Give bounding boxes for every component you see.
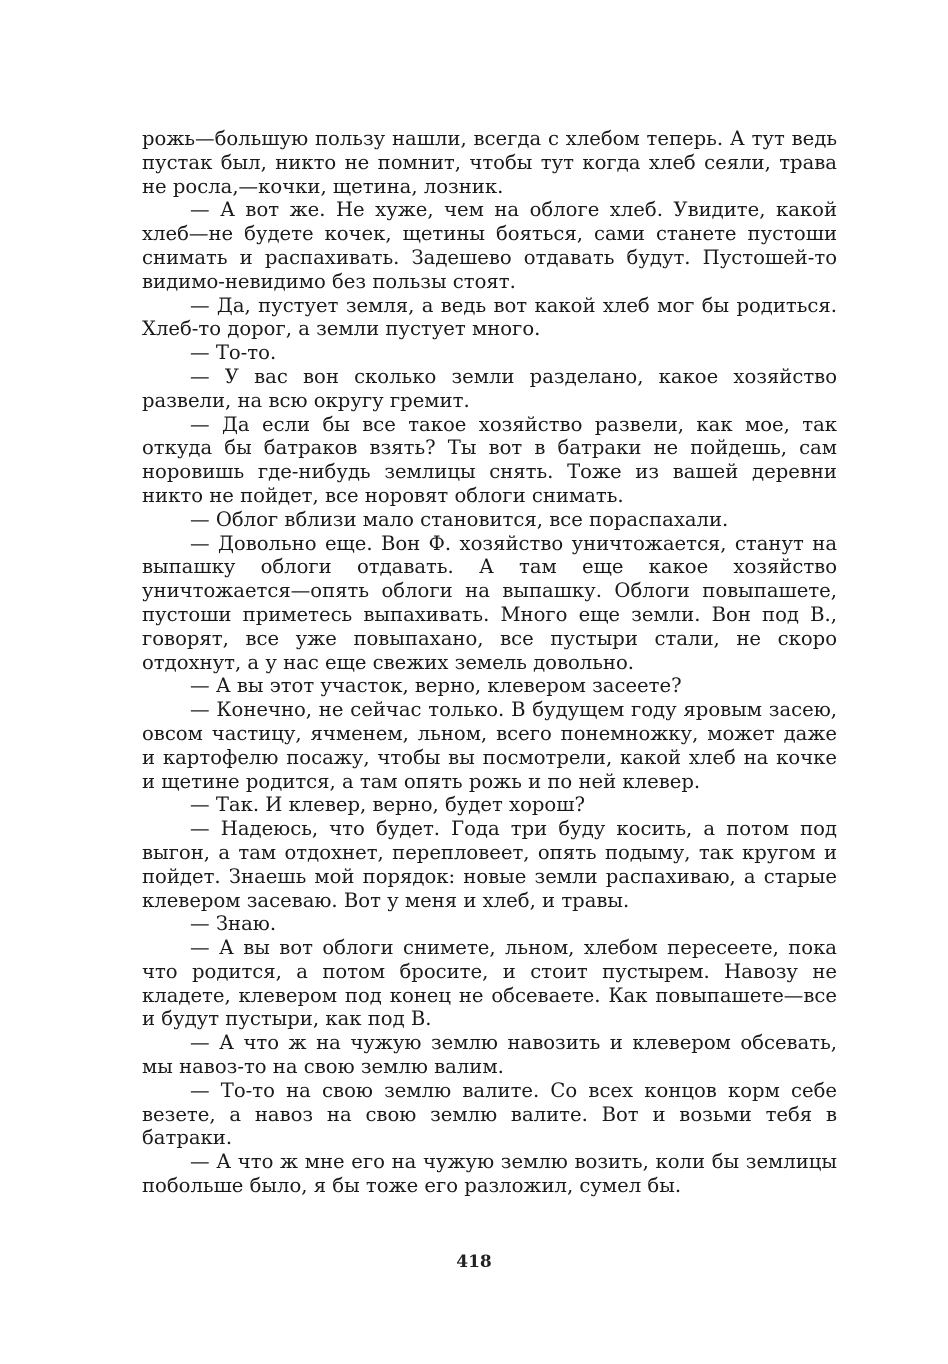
paragraph: — Надеюсь, что будет. Года три буду косить, а потом под выгон, а там отдохнет, перепловеет, опять подыму, так кругом и пойдет. Знаешь мой порядок: новые земли распахиваю, а старые клевером засеваю. Вот у меня и хлеб, и травы. xyxy=(142,817,837,912)
paragraph: — То-то. xyxy=(190,341,277,365)
paragraph: — Так. И клевер, верно, будет хорош? xyxy=(190,793,585,817)
page-number: 418 xyxy=(456,1252,492,1272)
paragraph: — Облог вблизи мало становится, все пораспахали. xyxy=(190,507,729,531)
paragraph: — А что ж на чужую землю навозить и клевером обсевать, мы навоз-то на свою землю валим. xyxy=(142,1031,837,1079)
paragraph: — У вас вон сколько земли разделано, какое хозяйство развели, на всю округу гремит. xyxy=(142,364,837,412)
paragraph: — Да если бы все такое хозяйство развели, как мое, так откуда бы батраков взять? Ты вот в батраки не пойдешь, сам норовишь где-нибудь землицы снять. Тоже из вашей деревни никто не пойдет, все норовят облоги снимать. xyxy=(142,412,837,507)
paragraph: рожь—большую пользу нашли, всегда с хлебом теперь. А тут ведь пустак был, никто не помнит, чтобы тут когда хлеб сеяли, трава не росла,—кочки, щетина, лозник. xyxy=(142,127,837,198)
paragraph: — Да, пустует земля, а ведь вот какой хлеб мог бы родиться. Хлеб-то дорог, а земли пустует много. xyxy=(142,293,837,341)
paragraph: — Конечно, не сейчас только. В будущем году яровым засею, овсом частицу, ячменем, льном, всего понемножку, может даже и картофелю посажу, чтобы вы посмотрели, какой хлеб на кочке и щетине родится, а там опять рожь и по ней клевер. xyxy=(142,698,837,793)
paragraph: — А вы вот облоги снимете, льном, хлебом пересеете, пока что родится, а потом бросите, и стоит пустырем. Навозу не кладете, клевером под конец не обсеваете. Как повыпашете—все и будут пустыри, как под В. xyxy=(142,936,837,1031)
paragraph: — Довольно еще. Вон Ф. хозяйство уничтожается, станут на выпашку облоги отдавать. А там еще какое хозяйство уничтожается—опять облоги на выпашку. Облоги повыпашете, пустоши приметесь выпахивать. Много еще земли. Вон под В., говорят, все уже повыпахано, все пустыри стали, не скоро отдохнут, а у нас еще свежих земель довольно. xyxy=(142,531,837,674)
paragraph: — А вы этот участок, верно, клевером засеете? xyxy=(190,674,682,698)
paragraph: — А вот же. Не хуже, чем на облоге хлеб. Увидите, какой хлеб—не будете кочек, щетины бояться, сами станете пустоши снимать и распахивать. Задешево отдавать будут. Пустошей-то видимо-невидимо без пользы стоят. xyxy=(142,198,837,293)
paragraph: — То-то на свою землю валите. Со всех концов корм себе везете, а навоз на свою землю валите. Вот и возьми тебя в батраки. xyxy=(142,1078,837,1150)
body-text xyxy=(142,127,837,1198)
paragraph: — А что ж мне его на чужую землю возить, коли бы землицы побольше было, я бы тоже его разложил, сумел бы. xyxy=(142,1150,837,1198)
paragraph: — Знаю. xyxy=(190,912,277,936)
